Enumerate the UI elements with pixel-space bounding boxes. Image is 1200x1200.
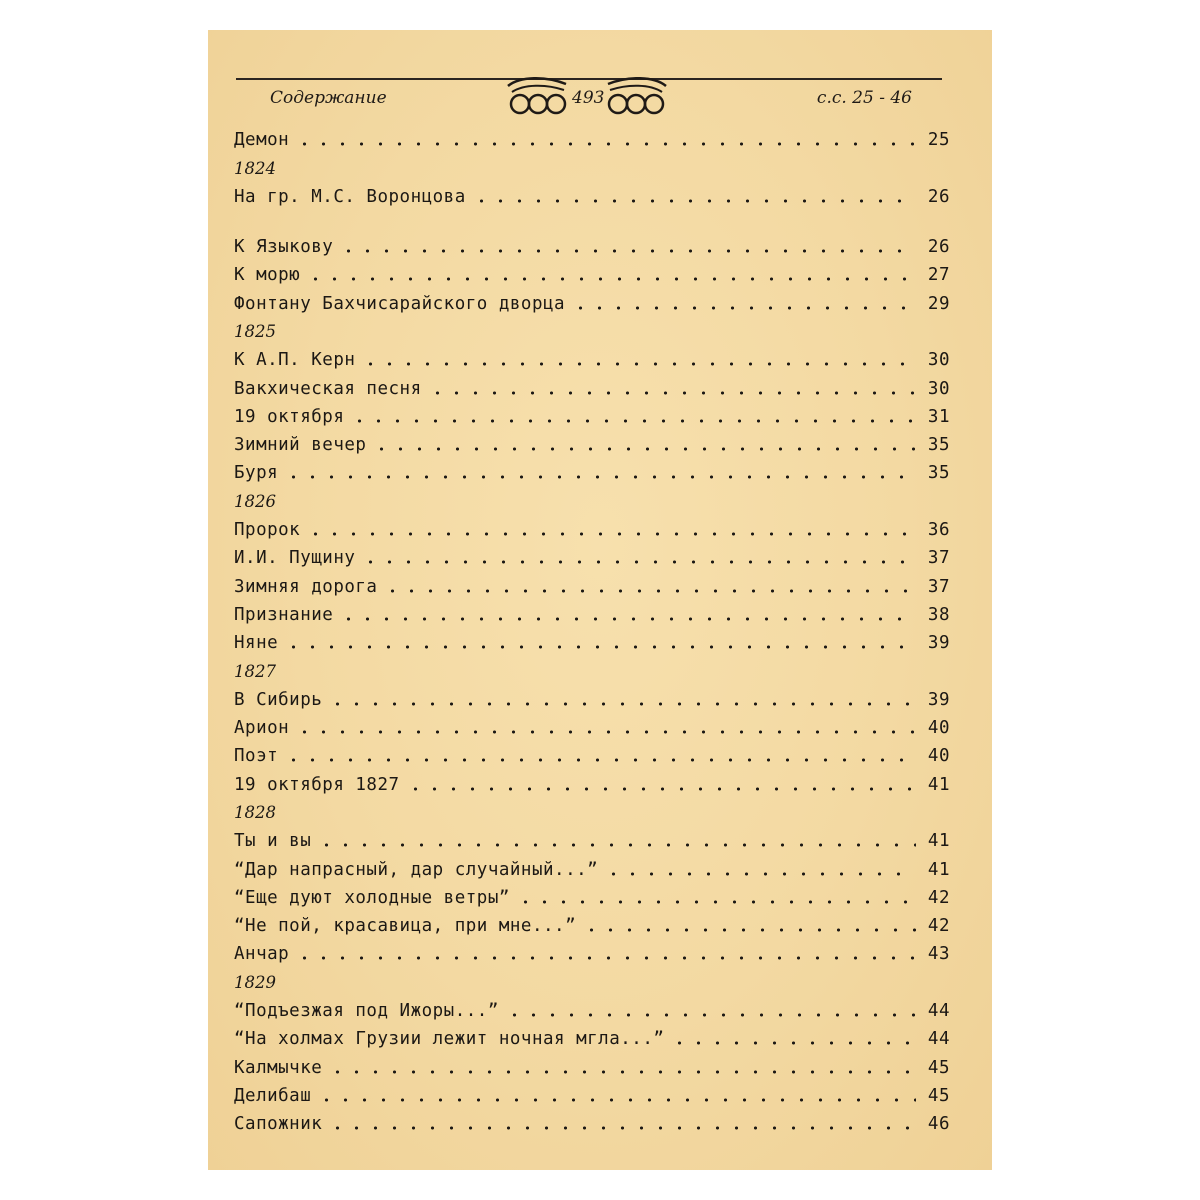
- entry-title: К А.П. Керн: [234, 350, 356, 371]
- entry-page-number: 37: [927, 548, 950, 569]
- toc-entry: [234, 1025, 950, 1053]
- toc-year-heading: [234, 488, 950, 516]
- entry-title: Анчар: [234, 944, 290, 965]
- entry-title: 19 октября 1827: [234, 774, 400, 795]
- entry-page-number: 39: [927, 689, 950, 710]
- dot-leader: [472, 199, 916, 203]
- toc-entry: [234, 940, 950, 968]
- entry-title: В Сибирь: [234, 689, 323, 710]
- entry-title: Пророк: [234, 520, 301, 540]
- toc-entry: [234, 742, 950, 770]
- toc-entry: [234, 572, 950, 600]
- toc-year-heading: [234, 657, 950, 685]
- toc-entry: [234, 431, 950, 459]
- entry-title: 19 октября: [234, 406, 345, 427]
- dot-leader: [406, 787, 916, 791]
- dot-leader: [306, 277, 916, 281]
- dot-leader: [339, 249, 916, 253]
- entry-title: “Еще дуют холодные ветры”: [234, 887, 510, 908]
- toc-entry: [234, 459, 950, 487]
- dot-leader: [295, 142, 916, 146]
- toc-entry: [234, 884, 950, 912]
- entry-page-number: 31: [927, 406, 950, 427]
- book-page: [208, 30, 992, 1170]
- year-label: 1828: [234, 803, 276, 823]
- entry-page-number: 40: [927, 718, 950, 739]
- entry-title: Сапожник: [234, 1114, 323, 1135]
- toc-entry: [234, 403, 950, 431]
- header-page-range: с.с. 25 - 46: [816, 88, 912, 108]
- dot-leader: [383, 589, 916, 593]
- toc-entry: [234, 233, 950, 261]
- entry-title: Калмычке: [234, 1057, 323, 1078]
- entry-page-number: 37: [927, 576, 950, 597]
- toc-year-heading: [234, 154, 950, 182]
- entry-title: Ты и вы: [234, 831, 312, 852]
- entry-page-number: 45: [927, 1085, 950, 1106]
- dot-leader: [582, 928, 916, 932]
- entry-page-number: 41: [927, 774, 950, 795]
- year-label: 1824: [234, 158, 276, 178]
- toc-entry: [234, 686, 950, 714]
- entry-page-number: 35: [927, 463, 950, 484]
- entry-title: На гр. М.С. Воронцова: [234, 186, 466, 207]
- entry-title: Арион: [234, 718, 290, 739]
- entry-page-number: 45: [927, 1057, 950, 1078]
- dot-leader: [571, 306, 916, 310]
- entry-title: Зимняя дорога: [234, 576, 378, 597]
- entry-title: Поэт: [234, 746, 279, 767]
- year-label: 1827: [234, 661, 276, 681]
- header-ornament: [506, 74, 666, 118]
- entry-title: И.И. Пущину: [234, 548, 356, 569]
- entry-page-number: 42: [927, 887, 950, 908]
- entry-page-number: 30: [927, 350, 950, 371]
- entry-page-number: 30: [927, 378, 950, 399]
- entry-page-number: 41: [927, 859, 950, 880]
- entry-page-number: 41: [927, 831, 950, 852]
- toc-entry: [234, 601, 950, 629]
- entry-title: К Языкову: [234, 237, 334, 258]
- toc-entry: [234, 261, 950, 289]
- dot-leader: [505, 1013, 916, 1017]
- toc-entry: [234, 289, 950, 317]
- toc-year-heading: [234, 799, 950, 827]
- entry-title: Буря: [234, 463, 279, 484]
- toc-entry: [234, 374, 950, 402]
- ornament-left-icon: [506, 74, 568, 118]
- dot-leader: [670, 1041, 916, 1045]
- toc-spacer: [234, 211, 950, 233]
- toc-entry: [234, 912, 950, 940]
- toc-entry: [234, 771, 950, 799]
- entry-page-number: 46: [927, 1114, 950, 1135]
- entry-title: Делибаш: [234, 1085, 312, 1106]
- toc-entry: [234, 827, 950, 855]
- dot-leader: [604, 872, 916, 876]
- entry-page-number: 42: [927, 916, 950, 937]
- entry-title: “На холмах Грузии лежит ночная мгла...”: [234, 1029, 665, 1050]
- entry-title: “Дар напрасный, дар случайный...”: [234, 859, 599, 880]
- entry-title: Признание: [234, 604, 334, 625]
- year-label: 1826: [234, 492, 276, 512]
- dot-leader: [428, 391, 916, 395]
- ornament-right-icon: [606, 74, 668, 118]
- toc-entry: [234, 1054, 950, 1082]
- dot-leader: [306, 532, 916, 536]
- entry-title: К морю: [234, 265, 301, 286]
- toc-entry: [234, 183, 950, 211]
- entry-page-number: 38: [927, 604, 950, 625]
- entry-title: “Подъезжая под Ижоры...”: [234, 1001, 499, 1022]
- entry-page-number: 26: [927, 186, 950, 207]
- dot-leader: [284, 758, 916, 762]
- toc-entry: [234, 126, 950, 154]
- entry-title: Демон: [234, 130, 290, 151]
- dot-leader: [350, 419, 916, 423]
- toc-entry: [234, 1110, 950, 1138]
- header-page-number: 493: [572, 88, 605, 108]
- entry-page-number: 35: [927, 435, 950, 456]
- entry-page-number: 40: [927, 746, 950, 767]
- entry-title: “Не пой, красавица, при мне...”: [234, 916, 577, 937]
- dot-leader: [317, 1098, 916, 1102]
- toc-entry: [234, 544, 950, 572]
- toc-entry: [234, 629, 950, 657]
- table-of-contents: [234, 126, 950, 1138]
- dot-leader: [284, 645, 916, 649]
- year-label: 1825: [234, 322, 276, 342]
- toc-entry: [234, 1082, 950, 1110]
- entry-page-number: 44: [927, 1029, 950, 1050]
- toc-entry: [234, 855, 950, 883]
- toc-year-heading: [234, 969, 950, 997]
- entry-page-number: 44: [927, 1001, 950, 1022]
- dot-leader: [328, 702, 916, 706]
- dot-leader: [317, 843, 916, 847]
- year-label: 1829: [234, 973, 276, 993]
- dot-leader: [328, 1126, 916, 1130]
- dot-leader: [372, 447, 916, 451]
- toc-entry: [234, 714, 950, 742]
- dot-leader: [361, 560, 916, 564]
- dot-leader: [339, 617, 916, 621]
- entry-page-number: 39: [927, 633, 950, 654]
- toc-entry: [234, 516, 950, 544]
- dot-leader: [295, 730, 916, 734]
- dot-leader: [284, 475, 916, 479]
- entry-page-number: 25: [927, 130, 950, 151]
- dot-leader: [516, 900, 916, 904]
- dot-leader: [361, 362, 916, 366]
- toc-year-heading: [234, 318, 950, 346]
- entry-page-number: 26: [927, 237, 950, 258]
- header-title: Содержание: [270, 88, 387, 108]
- entry-page-number: 29: [927, 293, 950, 314]
- entry-page-number: 43: [927, 944, 950, 965]
- running-header: [208, 88, 992, 118]
- entry-title: Зимний вечер: [234, 435, 367, 456]
- entry-title: Фонтану Бахчисарайского дворца: [234, 293, 566, 314]
- entry-title: Вакхическая песня: [234, 378, 422, 399]
- dot-leader: [328, 1070, 916, 1074]
- entry-page-number: 36: [927, 520, 950, 540]
- entry-page-number: 27: [927, 265, 950, 286]
- dot-leader: [295, 956, 916, 960]
- entry-title: Няне: [234, 633, 279, 654]
- toc-entry: [234, 346, 950, 374]
- toc-entry: [234, 997, 950, 1025]
